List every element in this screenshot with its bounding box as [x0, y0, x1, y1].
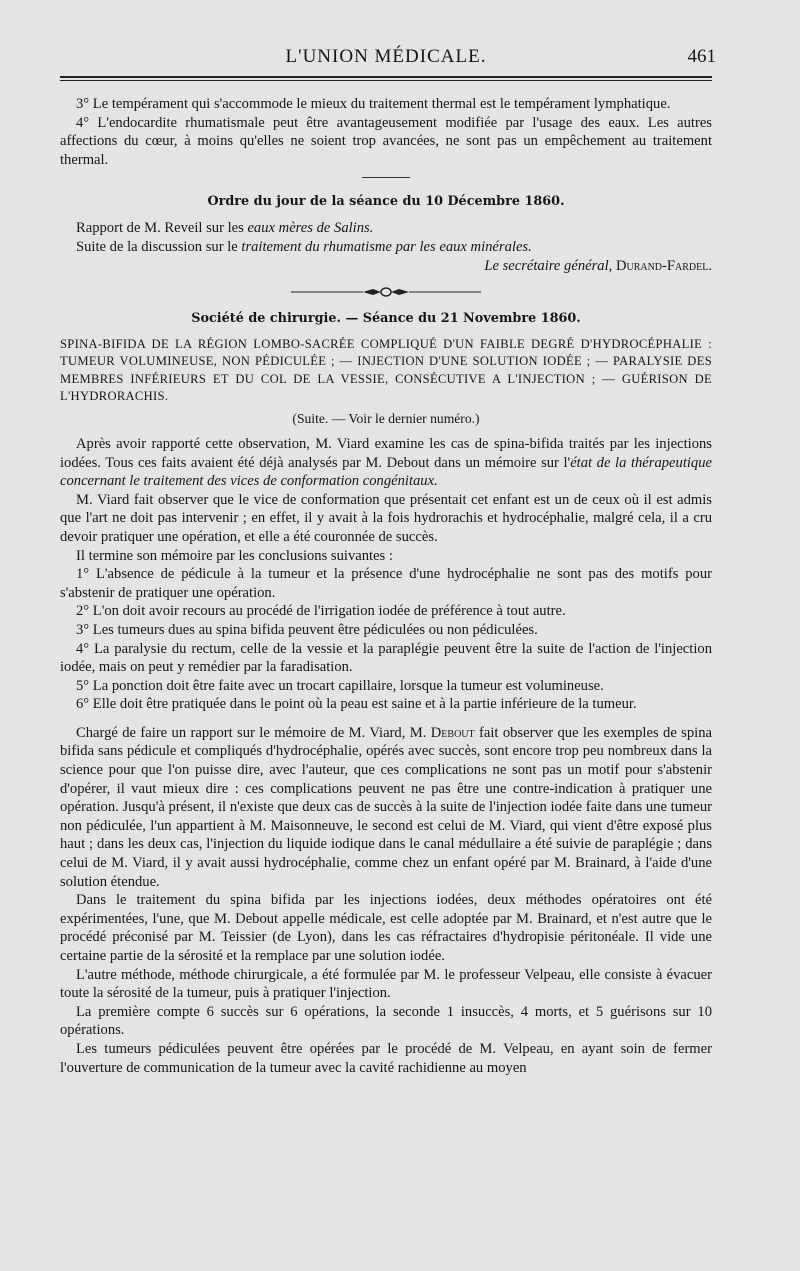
- article-body: [60, 435, 712, 1077]
- header-rule: [60, 76, 712, 81]
- page-header: [60, 42, 716, 76]
- paragraph-5: Dans le traitement du spina bifida par les injections iodées, deux méthodes opératoires ont été expérimentées, l'une, que M. Debout appelle médicale, est celle adoptée par M. Brainard, et n'est autre que le procédé préconisé par M. Teissier (de Lyon), dans les cas réfractaires d'hydropisie péritonéale. Il vide une certaine partie de la sérosité et la remplace par une solution iodée.: [60, 892, 712, 964]
- page-number: 461: [687, 46, 716, 67]
- paragraph-3: Il termine son mémoire par les conclusions suivantes :: [76, 547, 393, 564]
- conclusion-item-1: 1° L'absence de pédicule à la tumeur et la présence d'une hydrocéphalie ne sont pas des motifs pour s'abstenir de pratiquer une opération.: [60, 566, 712, 601]
- agenda-item-2: Suite de la discussion sur le traitement du rhumatisme par les eaux minérales.: [76, 238, 532, 255]
- section-divider: [362, 177, 410, 178]
- intro-section: [60, 95, 712, 169]
- conclusion-4: 4° L'endocardite rhumatismale peut être avantageusement modifiée par l'usage des eaux. Les autres affections du cœur, à moins qu'elles ne soient trop avancées, ne sont pas un empêchement au traitement thermal.: [60, 114, 712, 168]
- paragraph-7: La première compte 6 succès sur 6 opérations, la seconde 1 insuccès, 4 morts, et 5 guérisons sur 10 opérations.: [60, 1003, 712, 1039]
- agenda-item-1: Rapport de M. Reveil sur les eaux mères de Salins.: [76, 220, 374, 237]
- paragraph-4: Chargé de faire un rapport sur le mémoire de M. Viard, M. Debout fait observer que les exemples de spina bifida sans pédicule et compliqués d'hydrocéphalie, opérés avec succès, sont encore trop peu nombreux dans la science pour que l'on puisse dire, avec l'auteur, que ces complications ne sont pas un motif pour s'abstenir d'opérer, il vaut mieux dire : ces complications peuvent ne pas être une contre-indication à pratiquer une opération. Jusqu'à présent, il n'existe que deux cas de succès à la suite de l'injection iodée faite dans une tumeur non pédiculée, l'un appartient à M. Maisonneuve, le second est celui de M. Viard, qui vient d'être exposé plus haut ; dans les deux cas, l'injection du liquide iodique dans le canal médullaire a été suivie de paraplégie ; dans celui de M. Viard, il y avait aussi hydrocéphalie, comme chez un enfant opéré par M. Brainard, à l'aide d'une solution étendue.: [60, 724, 712, 890]
- paragraph-gap: [60, 714, 712, 724]
- agenda-title: Ordre du jour de la séance du 10 Décembre 1860.: [207, 194, 565, 210]
- paragraph-2: M. Viard fait observer que le vice de conformation que présentait cet enfant est un de ceux où il est admis que l'art ne doit pas intervenir ; en effet, il y avait à la fois hydrorachis et hydrocéphalie, malgré cela, il a cru devoir pratiquer une opération, et elle a été couronnée de succès.: [60, 491, 712, 545]
- case-subject: SPINA-BIFIDA DE LA RÉGION LOMBO-SACRÉE COMPLIQUÉ D'UN FAIBLE DEGRÉ D'HYDROCÉPHALIE : TUMEUR VOLUMINEUSE, NON PÉDICULÉE ; — INJECTION D'UNE SOLUTION IODÉE ; — PARALYSIE DES MEMBRES INFÉRIEURS ET DU COL DE LA VESSIE, CONSÉCUTIVE A L'INJECTION ; — GUÉRISON DE L'HYDRORACHIS.: [60, 337, 712, 403]
- society-section: [60, 311, 712, 427]
- agenda-signature: Le secrétaire général, Durand-Fardel.: [484, 257, 712, 274]
- agenda-section: [60, 194, 712, 275]
- paragraph-6: L'autre méthode, méthode chirurgicale, a été formulée par M. le professeur Velpeau, elle consiste à évacuer toute la sérosité de la tumeur, puis à pratiquer l'injection.: [60, 966, 712, 1002]
- paragraph-1: Après avoir rapporté cette observation, M. Viard examine les cas de spina-bifida traités par les injections iodées. Tous ces faits avaient été déjà analysés par M. Debout dans un mémoire sur l'état de la thérapeutique concernant le traitement des vices de conformation congénitaux.: [60, 435, 713, 490]
- conclusion-item-5: 5° La ponction doit être faite avec un trocart capillaire, lorsque la tumeur est volumineuse.: [76, 677, 604, 694]
- society-title: Société de chirurgie. — Séance du 21 Novembre 1860.: [191, 311, 581, 327]
- conclusion-item-4: 4° La paralysie du rectum, celle de la vessie et la paraplégie peuvent être la suite de l'action de l'injection iodée, mais on peut y remédier par la faradisation.: [60, 640, 712, 676]
- continuation-note: (Suite. — Voir le dernier numéro.): [292, 410, 480, 426]
- conclusion-item-2: 2° L'on doit avoir recours au procédé de l'irrigation iodée de préférence à tout autre.: [76, 603, 566, 620]
- conclusion-item-3: 3° Les tumeurs dues au spina bifida peuvent être pédiculées ou non pédiculées.: [76, 621, 538, 638]
- conclusion-item-6: 6° Elle doit être pratiquée dans le point où la peau est saine et à la partie inférieure de la tumeur.: [76, 696, 637, 713]
- conclusion-3: 3° Le tempérament qui s'accommode le mieux du traitement thermal est le tempérament lymphatique.: [76, 96, 671, 112]
- paragraph-8: Les tumeurs pédiculées peuvent être opérées par le procédé de M. Velpeau, en ayant soin de fermer l'ouverture de communication de la tumeur avec la cavité rachidienne au moyen: [60, 1040, 712, 1076]
- running-head: L'UNION MÉDICALE.: [285, 46, 487, 67]
- ornament-divider-icon: [291, 285, 481, 299]
